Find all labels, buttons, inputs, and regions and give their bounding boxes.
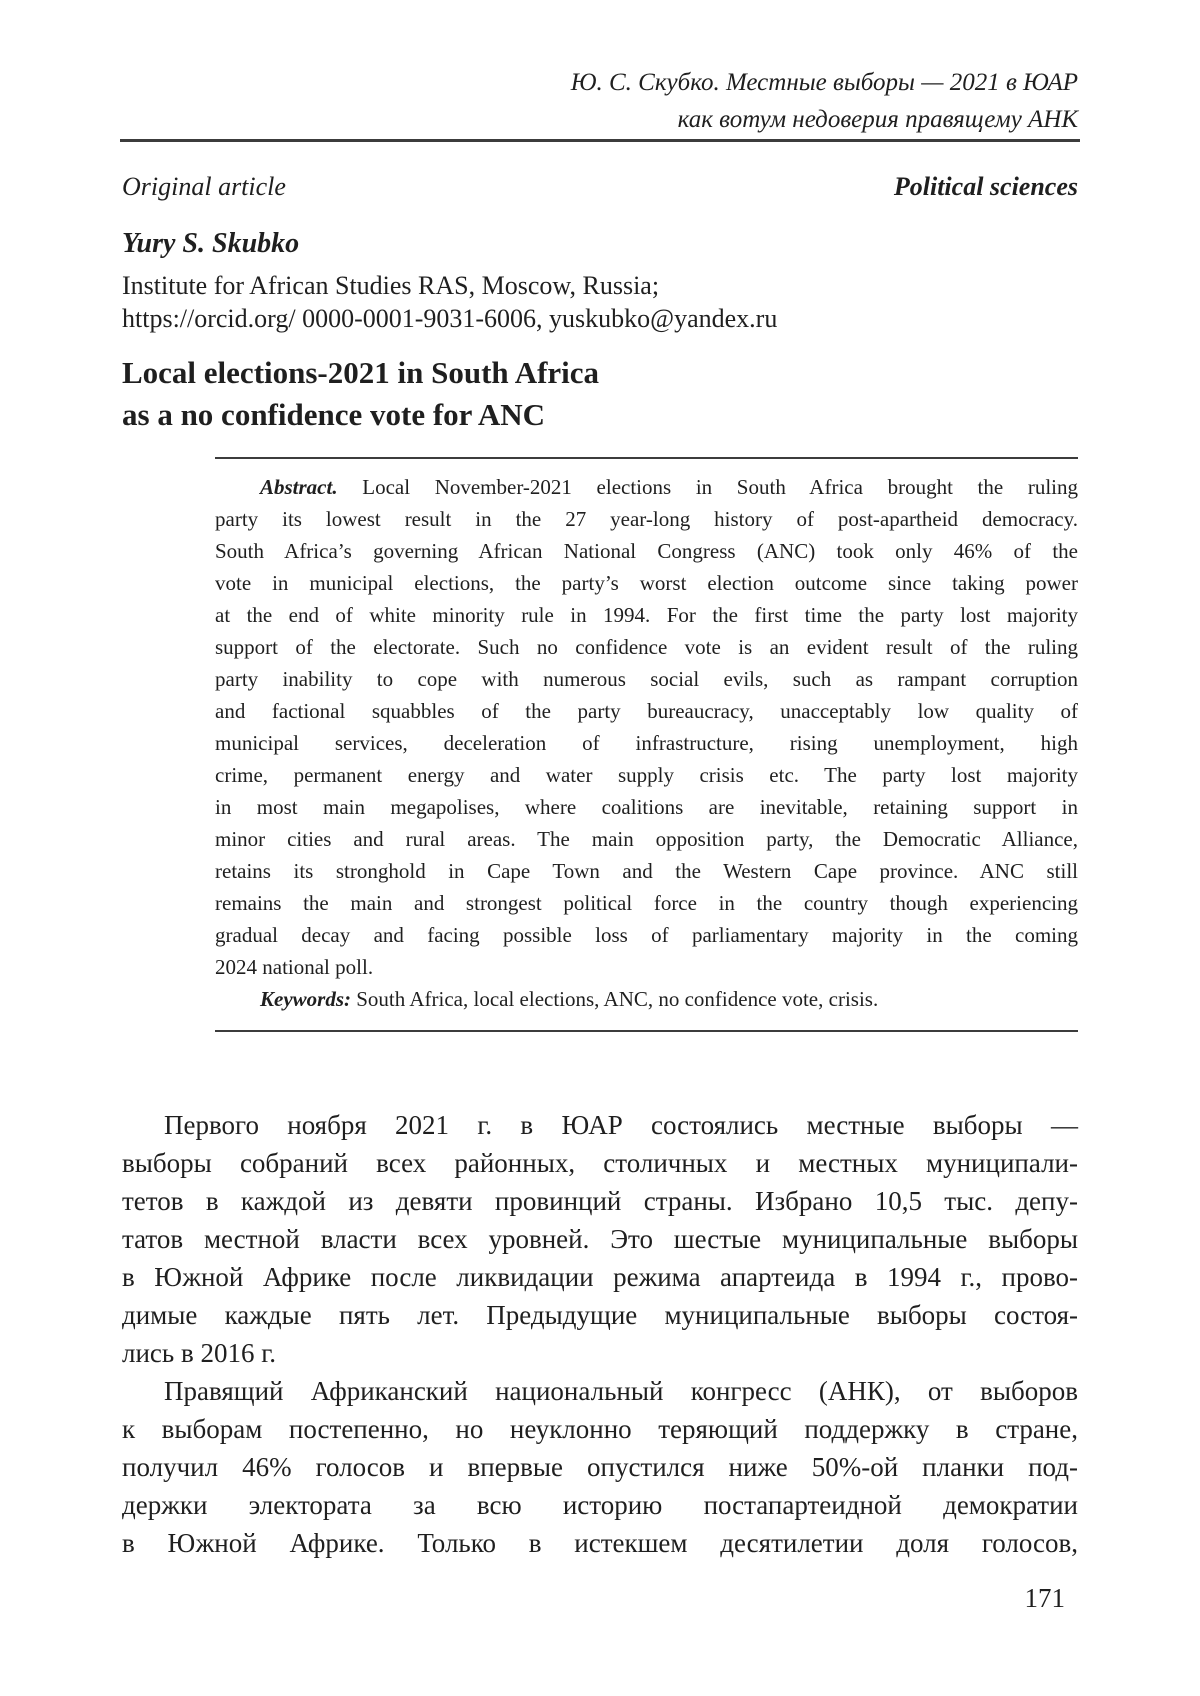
keywords-line [215,983,1078,1015]
abstract-line: vote in municipal elections, the party’s worst election outcome since taking power [215,571,1078,595]
abstract-line: party inability to cope with numerous social evils, such as rampant corruption [215,667,1078,691]
keywords-text: South Africa, local elections, ANC, no confidence vote, crisis. [356,987,879,1011]
abstract-top-rule [215,457,1078,459]
body-text-line: в Южной Африке после ликвидации режима апартеида в 1994 г., прово- [122,1262,1078,1292]
author-contacts: https://orcid.org/ 0000-0001-9031-6006, yuskubko@yandex.ru [122,304,778,333]
body-text-line: получил 46% голосов и впервые опустился ниже 50%-ой планки под- [122,1452,1078,1482]
abstract-bottom-rule [215,1030,1078,1032]
abstract-line: minor cities and rural areas. The main opposition party, the Democratic Alliance, [215,827,1078,851]
section-label: Political sciences [893,172,1078,201]
article-type-label: Original article [122,172,286,201]
body-text-line: димые каждые пять лет. Предыдущие муниципальные выборы состоя- [122,1300,1078,1330]
abstract-line: and factional squabbles of the party bureaucracy, unacceptably low quality of [215,699,1078,723]
meta-row [122,172,1078,202]
body-text-line: Правящий Африканский национальный конгресс (АНК), от выборов [164,1376,1078,1406]
abstract-line: crime, permanent energy and water supply crisis etc. The party lost majority [215,763,1078,787]
abstract-line: at the end of white minority rule in 1994. For the first time the party lost majority [215,603,1078,627]
body-text-line: тетов в каждой из девяти провинций страны. Избрано 10,5 тыс. депу- [122,1186,1078,1216]
running-head-line1: Ю. С. Скубко. Местные выборы — 2021 в ЮАР [570,69,1078,96]
abstract-label: Abstract. [260,475,338,499]
running-head [122,64,1078,138]
author-name: Yury S. Skubko [122,228,300,259]
author-affiliation: Institute for African Studies RAS, Moscow, Russia; [122,271,660,300]
keywords-label: Keywords: [260,987,351,1011]
abstract-first-line [215,471,1078,503]
abstract-line: gradual decay and facing possible loss of parliamentary majority in the coming [215,923,1078,947]
abstract-block [215,471,1078,1015]
running-head-line2: как вотум недоверия правящему АНК [677,106,1078,133]
abstract-line: retains its stronghold in Cape Town and the Western Cape province. ANC still [215,859,1078,883]
abstract-line: party its lowest result in the 27 year-long history of post-apartheid democracy. [215,507,1078,531]
body-text-line: к выборам постепенно, но неуклонно теряющий поддержку в стране, [122,1414,1078,1444]
abstract-first-line-text: Local November-2021 elections in South Africa brought the ruling [362,475,1079,499]
abstract-line: remains the main and strongest political force in the country though experiencing [215,891,1078,915]
abstract-line: South Africa’s governing African National Congress (ANC) took only 46% of the [215,539,1078,563]
body-text-line: в Южной Африке. Только в истекшем десятилетии доля голосов, [122,1528,1078,1558]
abstract-line: municipal services, deceleration of infrastructure, rising unemployment, high [215,731,1078,755]
body-text-line: держки электората за всю историю постапартеидной демократии [122,1490,1078,1520]
article-title [122,352,1078,436]
title-line2: as a no confidence vote for ANC [122,397,546,432]
body-text-line: Первого ноября 2021 г. в ЮАР состоялись местные выборы — [164,1110,1078,1140]
body-text-line: выборы собраний всех районных, столичных и местных муниципали- [122,1148,1078,1178]
abstract-last-line: 2024 national poll. [215,955,374,979]
page-number: 171 [1024,1583,1065,1613]
abstract-line: support of the electorate. Such no confidence vote is an evident result of the ruling [215,635,1078,659]
abstract-line: in most main megapolises, where coalitions are inevitable, retaining support in [215,795,1078,819]
body-paragraph-2 [122,1372,1078,1562]
article-body [122,1106,1078,1562]
body-paragraph-1 [122,1106,1078,1372]
title-line1: Local elections-2021 in South Africa [122,355,600,390]
header-rule [120,139,1080,142]
body-text-line: татов местной власти всех уровней. Это шестые муниципальные выборы [122,1224,1078,1254]
body-paragraph1-last-line: лись в 2016 г. [122,1338,276,1368]
